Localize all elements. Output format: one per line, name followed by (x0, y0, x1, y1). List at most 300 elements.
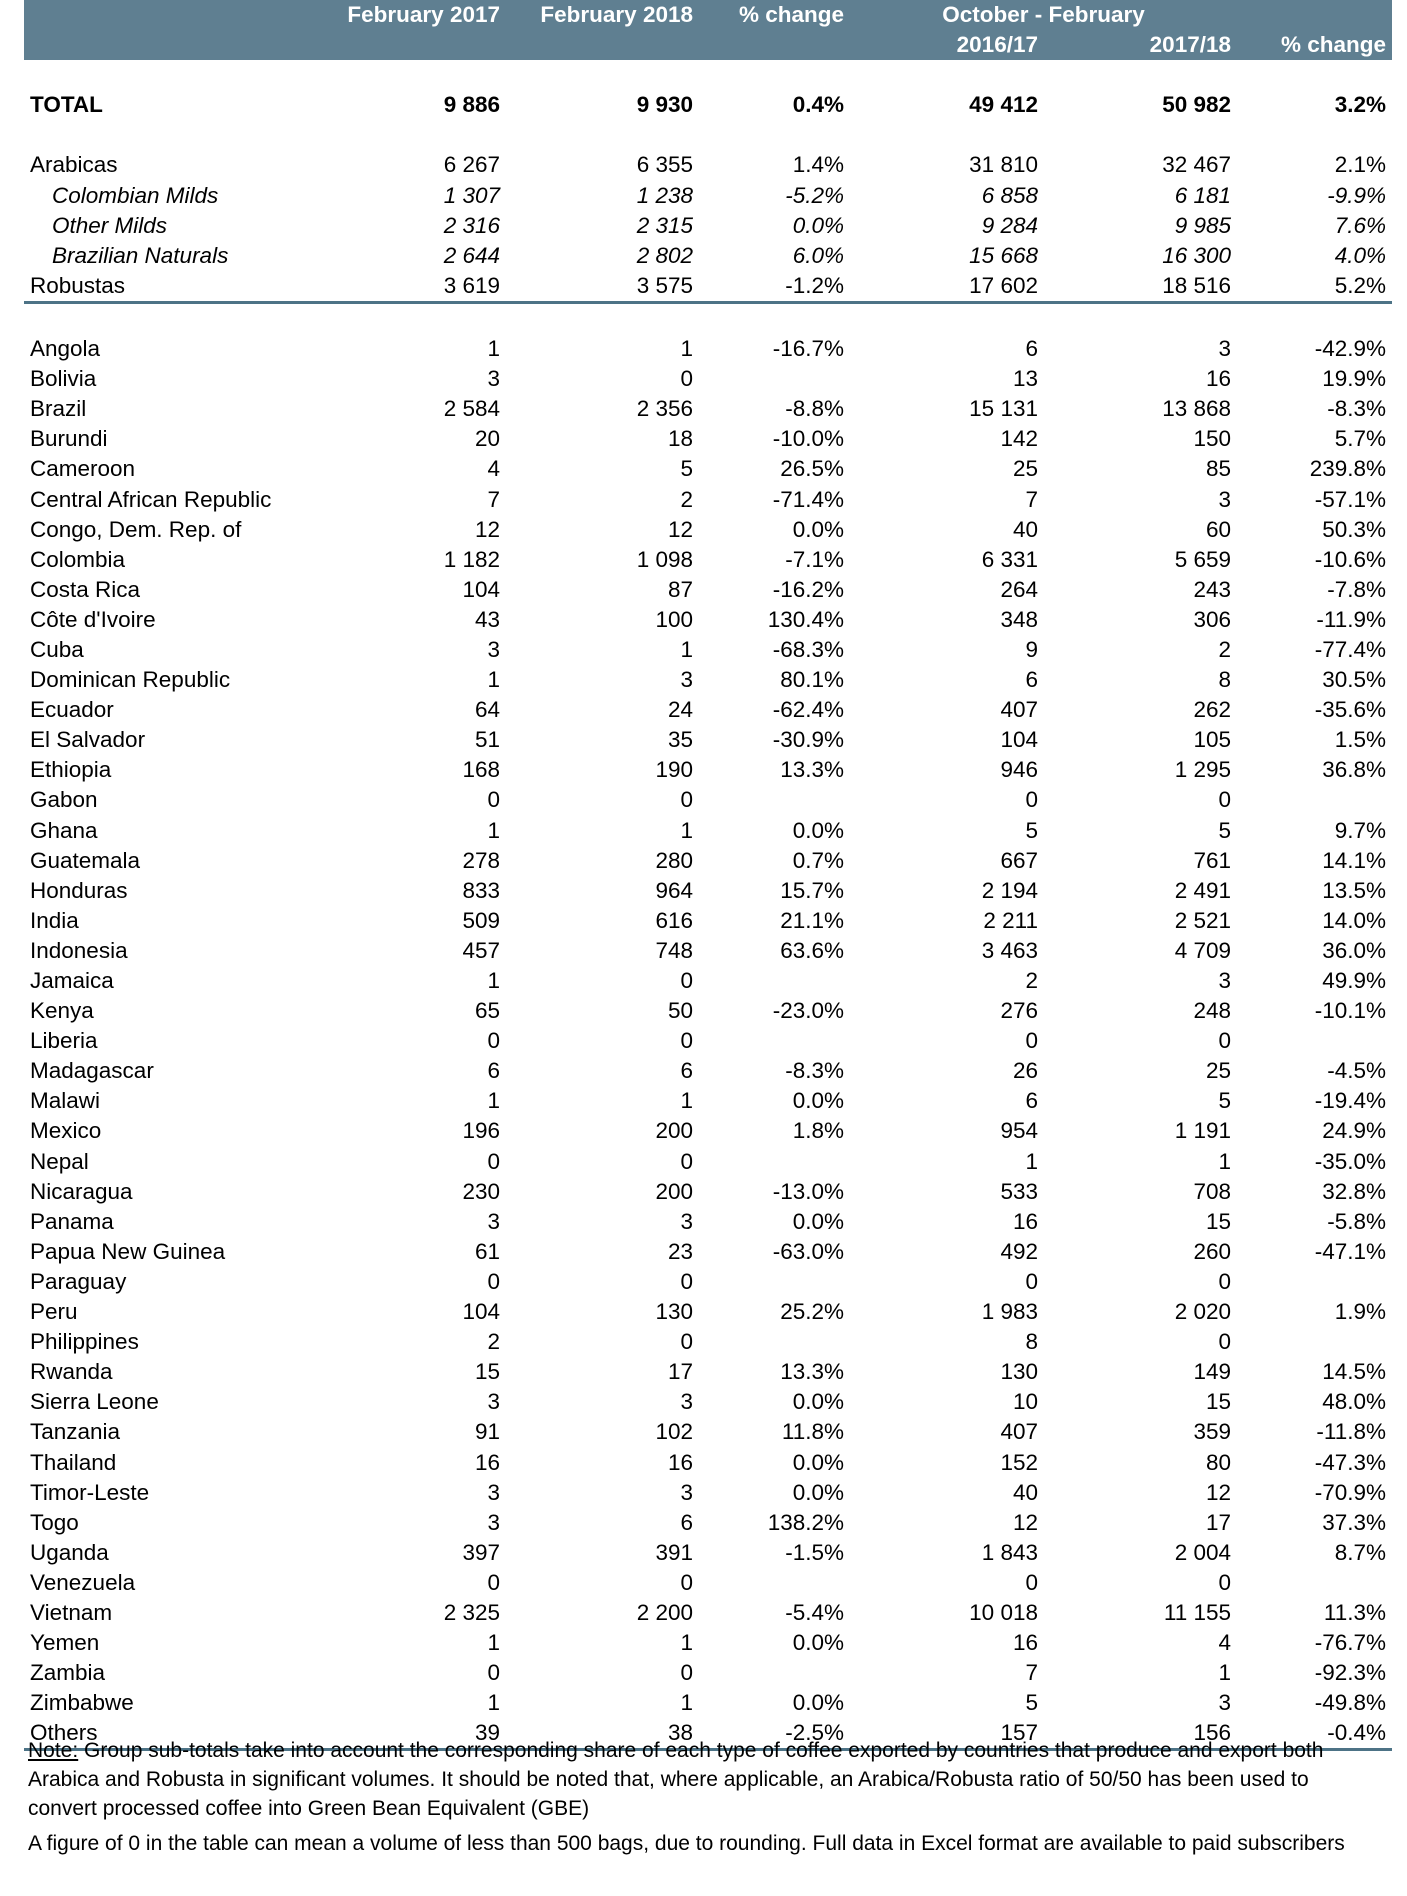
cell-feb2017: 2 325 (443, 1599, 500, 1625)
cell-oct1617: 142 (1000, 426, 1038, 452)
header-blank-2 (1237, 0, 1392, 30)
cell-oct1718: 761 (1193, 847, 1232, 873)
note-text: Group sub-totals take into account the corresponding share of each type of coffee exported by countries that produce and export both Arabica and Robusta in significant volumes. It should be noted that, where applicable, an Arabica/Robusta ratio of 50/50 has been used to convert processed coffee into Green Bean Equivalent (GBE) (28, 1739, 1324, 1820)
country-row (24, 906, 1392, 936)
cell-pct2: 50.3% (1322, 516, 1387, 542)
row-label: Liberia (30, 1028, 98, 1054)
cell-feb2018: 50 (667, 998, 693, 1024)
cell-oct1718: 2 020 (1174, 1299, 1232, 1325)
cell-pct2: -76.7% (1314, 1630, 1387, 1656)
cell-oct1718: 359 (1193, 1419, 1232, 1445)
cell-feb2018: 964 (655, 877, 693, 903)
cell-oct1718: 2 004 (1174, 1539, 1232, 1565)
row-label: Uganda (30, 1539, 109, 1565)
cell-feb2017: 16 (474, 1449, 500, 1475)
cell-feb2018: 6 355 (636, 152, 693, 178)
cell-pct2: 36.0% (1322, 937, 1387, 963)
cell-oct1617: 130 (1000, 1359, 1038, 1385)
cell-pct2: 8.7% (1334, 1539, 1387, 1565)
cell-pct2: 5.7% (1334, 426, 1387, 452)
cell-pct: 138.2% (767, 1509, 844, 1535)
cell-oct1617: 13 (1012, 366, 1038, 392)
cell-feb2018: 0 (680, 968, 693, 993)
cell-feb2017: 104 (462, 1299, 500, 1325)
cell-pct2: 4.0% (1334, 242, 1387, 268)
cell-feb2018: 38 (506, 1718, 699, 1750)
cell-pct2: 14.5% (1322, 1359, 1387, 1385)
cell-oct1718: 25 (1205, 1058, 1232, 1084)
row-label: Togo (30, 1509, 79, 1535)
cell-pct: 21.1% (780, 907, 844, 933)
cell-feb2018: 24 (667, 697, 693, 723)
cell-feb2017: 1 (487, 1088, 500, 1114)
cell-oct1617: 31 810 (969, 152, 1038, 178)
cell-oct1718: 4 (1218, 1630, 1232, 1656)
cell-feb2017: 3 (487, 1509, 500, 1535)
cell-oct1718: 1 (1218, 1148, 1232, 1174)
cell-pct: -30.9% (772, 727, 844, 753)
cell-pct2: 19.9% (1322, 366, 1387, 392)
cell-pct: 0.4% (792, 92, 844, 118)
cell-oct1718: 260 (1193, 1238, 1232, 1264)
footnotes (28, 1736, 1380, 1864)
cell-feb2018: 3 (680, 1479, 693, 1505)
cell-pct: -16.2% (772, 576, 844, 602)
cell-oct1617: 15 131 (969, 396, 1038, 422)
cell-pct: 13.3% (780, 1359, 844, 1385)
cell-pct: 0.7% (792, 847, 844, 873)
cell-pct2: 14.0% (1322, 907, 1387, 933)
row-label: Brazil (30, 396, 87, 422)
cell-feb2017: 3 (487, 366, 500, 392)
cell-pct: -8.3% (785, 1058, 844, 1084)
cell-oct1718: 3 (1218, 486, 1232, 512)
cell-feb2018: 2 (680, 486, 693, 512)
cell-oct1617: 0 (1025, 787, 1038, 813)
cell-oct1718: 2 491 (1174, 877, 1232, 903)
cell-feb2017: 2 (487, 1329, 500, 1355)
row-label: Madagascar (30, 1058, 154, 1084)
cell-feb2018: 2 200 (636, 1599, 693, 1625)
cell-oct1718: 3 (1218, 968, 1232, 993)
cell-oct1617: 104 (1000, 727, 1038, 753)
cell-pct2: 5.2% (1237, 271, 1392, 303)
cell-pct2: 7.6% (1334, 212, 1387, 238)
country-row (24, 785, 1392, 815)
cell-pct2: 30.5% (1322, 667, 1387, 693)
country-row (24, 1598, 1392, 1628)
country-row (24, 545, 1392, 575)
cell-pct: -1.2% (699, 271, 850, 303)
cell-oct1718: 0 (1218, 1569, 1232, 1595)
row-label: Jamaica (30, 968, 114, 993)
cell-oct1718: 12 (1205, 1479, 1232, 1505)
row-label: India (30, 907, 79, 933)
cell-pct2: 32.8% (1322, 1178, 1387, 1204)
cell-feb2017: 278 (462, 847, 500, 873)
row-label: Philippines (30, 1329, 139, 1355)
cell-oct1718: 149 (1193, 1359, 1232, 1385)
cell-pct: 0.0% (792, 1630, 844, 1656)
cell-feb2017: 0 (487, 1569, 500, 1595)
cell-pct (699, 785, 850, 815)
cell-oct1617: 10 (1012, 1389, 1038, 1415)
cell-feb2018: 0 (680, 1268, 693, 1294)
cell-oct1718: 5 (1218, 817, 1232, 843)
cell-pct: -2.5% (699, 1718, 850, 1750)
cell-oct1617: 0 (1025, 1028, 1038, 1054)
cell-oct1617: 15 668 (969, 242, 1038, 268)
cell-feb2018: 12 (667, 516, 693, 542)
header-row-1 (24, 0, 1392, 30)
cell-pct2: 36.8% (1322, 757, 1387, 783)
cell-feb2018: 100 (655, 606, 693, 632)
row-label: Burundi (30, 426, 108, 452)
cell-oct1718: 306 (1193, 606, 1232, 632)
group-row (24, 211, 1392, 241)
cell-feb2017: 509 (462, 907, 500, 933)
row-label: Nicaragua (30, 1178, 133, 1204)
country-row (24, 755, 1392, 785)
cell-oct1617: 407 (1000, 1419, 1038, 1445)
cell-oct1617: 7 (1025, 1660, 1038, 1686)
cell-feb2018: 1 098 (636, 546, 693, 572)
country-row (24, 515, 1392, 545)
row-label: Kenya (30, 998, 94, 1024)
row-label: El Salvador (30, 727, 146, 753)
cell-oct1617: 9 284 (981, 212, 1038, 238)
header-pct-change-2: % change (1237, 30, 1392, 60)
cell-feb2018: 0 (680, 787, 693, 813)
cell-feb2018: 1 (680, 636, 693, 662)
cell-oct1617: 7 (1025, 486, 1038, 512)
cell-oct1617: 1 843 (981, 1539, 1038, 1565)
cell-oct1617: 492 (1000, 1238, 1038, 1264)
country-row (24, 1387, 1392, 1417)
cell-feb2017: 2 644 (443, 242, 500, 268)
cell-feb2018: 35 (667, 727, 693, 753)
cell-oct1718: 4 709 (1174, 937, 1232, 963)
cell-feb2017: 15 (474, 1359, 500, 1385)
cell-feb2017: 51 (474, 727, 500, 753)
cell-feb2018: 1 (680, 1690, 693, 1716)
cell-feb2017: 9 886 (443, 92, 500, 118)
cell-oct1617: 2 (1025, 968, 1038, 993)
cell-oct1617: 2 194 (981, 877, 1038, 903)
country-row (24, 1297, 1392, 1327)
cell-feb2018: 1 (680, 1630, 693, 1656)
cell-feb2017: 0 (487, 787, 500, 813)
cell-oct1718: 15 (1205, 1208, 1232, 1234)
cell-feb2017: 0 (487, 1268, 500, 1294)
country-row (24, 725, 1392, 755)
cell-feb2018: 200 (655, 1178, 693, 1204)
cell-oct1617: 49 412 (969, 92, 1038, 118)
cell-feb2017: 1 182 (443, 546, 500, 572)
row-label: Vietnam (30, 1599, 113, 1625)
exports-table (24, 0, 1392, 1751)
cell-feb2018: 6 (680, 1509, 693, 1535)
cell-oct1718: 1 295 (1174, 757, 1232, 783)
cell-oct1718: 2 (1218, 636, 1232, 662)
cell-pct: 0.0% (792, 516, 844, 542)
header-blank-3 (24, 30, 321, 60)
row-label: Dominican Republic (30, 667, 231, 693)
cell-oct1718: 3 (1218, 336, 1232, 362)
cell-feb2017: 91 (474, 1419, 500, 1445)
cell-oct1718: 708 (1193, 1178, 1232, 1204)
cell-oct1718: 50 982 (1162, 92, 1232, 118)
cell-feb2017: 3 619 (321, 271, 506, 303)
cell-feb2018: 2 315 (636, 212, 693, 238)
country-row (24, 1538, 1392, 1568)
note-label: Note: (28, 1739, 79, 1762)
cell-pct2: -49.8% (1314, 1690, 1387, 1716)
cell-feb2017: 1 (487, 968, 500, 993)
row-label: Zambia (30, 1660, 106, 1686)
cell-pct (699, 364, 850, 394)
cell-oct1718: 8 (1218, 667, 1232, 693)
cell-oct1718: 0 (1218, 1329, 1232, 1355)
spacer-top (24, 60, 1392, 90)
country-row (24, 1116, 1392, 1146)
cell-pct (699, 1568, 850, 1598)
cell-oct1617: 25 (1012, 456, 1038, 482)
cell-feb2018: 0 (680, 1148, 693, 1174)
cell-feb2017: 196 (462, 1118, 500, 1144)
cell-feb2018: 391 (655, 1539, 693, 1565)
cell-feb2017: 2 584 (443, 396, 500, 422)
cell-feb2018: 1 (680, 1088, 693, 1114)
cell-pct: 130.4% (767, 606, 844, 632)
cell-feb2017: 230 (462, 1178, 500, 1204)
country-row (24, 1086, 1392, 1116)
cell-oct1718: 13 868 (1162, 396, 1232, 422)
cell-pct (699, 1327, 850, 1357)
cell-pct2: -35.6% (1314, 697, 1387, 723)
cell-feb2018: 23 (667, 1238, 693, 1264)
cell-oct1617: 533 (1000, 1178, 1038, 1204)
row-label: Sierra Leone (30, 1389, 159, 1415)
row-label: Zimbabwe (30, 1690, 134, 1716)
zero-note: A figure of 0 in the table can mean a volume of less than 500 bags, due to rounding. Full data in Excel format are available to paid subscribers (28, 1832, 1345, 1855)
cell-pct: 0.0% (792, 817, 844, 843)
country-row (24, 996, 1392, 1026)
country-row (24, 1448, 1392, 1478)
cell-pct: -13.0% (772, 1178, 844, 1204)
cell-oct1617: 0 (1025, 1569, 1038, 1595)
cell-feb2017: 2 316 (443, 212, 500, 238)
cell-oct1617: 1 983 (981, 1299, 1038, 1325)
cell-feb2018: 130 (655, 1299, 693, 1325)
country-row (24, 1147, 1392, 1177)
row-label: Ecuador (30, 697, 114, 723)
spacer-top-cell (24, 60, 1392, 90)
spacer-mid-cell (24, 120, 1392, 150)
cell-oct1617: 667 (1000, 847, 1038, 873)
cell-oct1718: 1 191 (1174, 1118, 1232, 1144)
row-label: Others (24, 1718, 321, 1750)
country-row (24, 695, 1392, 725)
header-row-2 (24, 30, 1392, 60)
cell-feb2017: 1 (487, 817, 500, 843)
cell-feb2018: 87 (667, 576, 693, 602)
spacer-mid (24, 120, 1392, 150)
cell-feb2018: 16 (667, 1449, 693, 1475)
country-row (24, 334, 1392, 364)
cell-oct1617: 2 211 (983, 907, 1038, 933)
cell-feb2018: 1 (680, 336, 693, 362)
row-label: Central African Republic (30, 486, 272, 512)
cell-oct1617: 946 (1000, 757, 1038, 783)
cell-feb2018: 0 (680, 1660, 693, 1686)
cell-pct2: 14.1% (1322, 847, 1387, 873)
cell-pct2 (1237, 1026, 1392, 1056)
row-label: Colombia (30, 546, 126, 572)
row-label: Costa Rica (30, 576, 141, 602)
cell-feb2017: 39 (321, 1718, 506, 1750)
cell-feb2018: 280 (655, 847, 693, 873)
cell-feb2018: 2 802 (636, 242, 693, 268)
cell-pct2: 3.2% (1334, 92, 1387, 118)
cell-pct: 11.8% (781, 1419, 844, 1445)
header-2016-17: 2016/17 (850, 30, 1044, 60)
cell-oct1718: 85 (1205, 456, 1232, 482)
cell-pct2: -7.8% (1327, 576, 1387, 602)
cell-oct1718: 150 (1193, 426, 1232, 452)
cell-oct1718: 5 659 (1174, 546, 1232, 572)
cell-oct1718: 1 (1218, 1660, 1232, 1686)
row-label: Cameroon (30, 456, 136, 482)
cell-feb2018: 18 (667, 426, 693, 452)
cell-feb2017: 0 (487, 1660, 500, 1686)
cell-pct2: -19.4% (1314, 1088, 1387, 1114)
cell-feb2018: 0 (680, 1329, 693, 1355)
country-row (24, 1417, 1392, 1447)
cell-feb2017: 1 (487, 1690, 500, 1716)
cell-oct1617: 276 (1000, 998, 1038, 1024)
cell-oct1617: 954 (1000, 1118, 1038, 1144)
cell-pct2: -42.9% (1314, 336, 1387, 362)
cell-feb2017: 0 (487, 1148, 500, 1174)
cell-feb2017: 20 (474, 426, 500, 452)
cell-feb2017: 6 (487, 1058, 500, 1084)
row-label: Arabicas (30, 152, 118, 178)
cell-oct1617: 6 858 (981, 182, 1038, 208)
cell-oct1617: 8 (1025, 1329, 1038, 1355)
cell-pct (699, 966, 850, 996)
cell-feb2017: 168 (462, 757, 500, 783)
cell-pct: -63.0% (772, 1238, 844, 1264)
cell-oct1617: 5 (1025, 817, 1038, 843)
cell-pct2: -77.4% (1314, 636, 1387, 662)
cell-feb2018: 3 (680, 1389, 693, 1415)
header-oct-feb-group: October - February (850, 0, 1237, 30)
country-row (24, 1207, 1392, 1237)
cell-feb2017: 7 (487, 486, 500, 512)
cell-feb2017: 1 (487, 667, 500, 693)
row-label: Thailand (30, 1449, 117, 1475)
row-label: TOTAL (30, 92, 103, 118)
cell-oct1718: 5 (1218, 1088, 1232, 1114)
country-row (24, 1568, 1392, 1598)
cell-pct: -16.7% (772, 336, 844, 362)
cell-feb2018: 0 (680, 366, 693, 392)
row-label: Ethiopia (30, 757, 112, 783)
cell-oct1617: 6 (1025, 336, 1038, 362)
cell-pct: 0.0% (792, 1208, 844, 1234)
cell-pct2: -8.3% (1327, 396, 1387, 422)
cell-pct2: -4.5% (1327, 1058, 1387, 1084)
cell-pct: -62.4% (772, 697, 844, 723)
country-row (24, 424, 1392, 454)
cell-feb2017: 64 (474, 697, 500, 723)
cell-pct: 63.6% (780, 937, 844, 963)
country-row (24, 1628, 1392, 1658)
cell-oct1617: 264 (1000, 576, 1038, 602)
cell-pct: -23.0% (772, 998, 844, 1024)
row-label: Panama (30, 1208, 114, 1234)
cell-feb2017: 1 307 (443, 182, 500, 208)
cell-pct2 (1237, 1568, 1392, 1598)
cell-pct2: -10.6% (1314, 546, 1387, 572)
cell-pct: -5.2% (785, 182, 844, 208)
cell-oct1718: 248 (1193, 998, 1232, 1024)
cell-feb2018: 2 356 (636, 396, 693, 422)
row-label: Venezuela (30, 1569, 136, 1595)
country-row (24, 1327, 1392, 1357)
cell-feb2018: 200 (655, 1118, 693, 1144)
row-label: Guatemala (30, 847, 141, 873)
cell-oct1718: 16 (1205, 366, 1232, 392)
cell-feb2018: 9 930 (636, 92, 693, 118)
cell-pct: 0.0% (792, 1088, 844, 1114)
cell-pct: -71.4% (772, 486, 844, 512)
cell-pct: 6.0% (792, 242, 844, 268)
cell-feb2017: 12 (474, 516, 500, 542)
row-label: Colombian Milds (52, 182, 219, 208)
cell-oct1617: 152 (1000, 1449, 1038, 1475)
header-2017-18: 2017/18 (1044, 30, 1237, 60)
cell-pct: 0.0% (792, 1449, 844, 1475)
cell-oct1718: 15 (1205, 1389, 1232, 1415)
cell-feb2018: 3 (680, 1208, 693, 1234)
row-label: Peru (30, 1299, 78, 1325)
header-pct-change: % change (699, 0, 850, 30)
cell-pct2: 9.7% (1334, 817, 1387, 843)
cell-oct1617: 0 (1025, 1268, 1038, 1294)
cell-pct (699, 1658, 850, 1688)
country-row (24, 575, 1392, 605)
country-row (24, 966, 1392, 996)
cell-pct: 0.0% (792, 212, 844, 238)
cell-oct1718: 262 (1193, 697, 1232, 723)
cell-feb2018: 5 (680, 456, 693, 482)
country-row (24, 1237, 1392, 1267)
cell-oct1718: 60 (1205, 516, 1232, 542)
header-feb-2018: February 2018 (506, 0, 699, 30)
row-label: Honduras (30, 877, 128, 903)
cell-feb2018: 190 (655, 757, 693, 783)
spacer-after-groups-cell (24, 302, 1392, 334)
cell-pct: -5.4% (785, 1599, 844, 1625)
cell-oct1718: 0 (1218, 1268, 1232, 1294)
country-row (24, 485, 1392, 515)
country-row (24, 1478, 1392, 1508)
cell-pct2: -9.9% (1327, 182, 1387, 208)
row-label: Bolivia (30, 366, 97, 392)
cell-pct2 (1237, 1327, 1392, 1357)
